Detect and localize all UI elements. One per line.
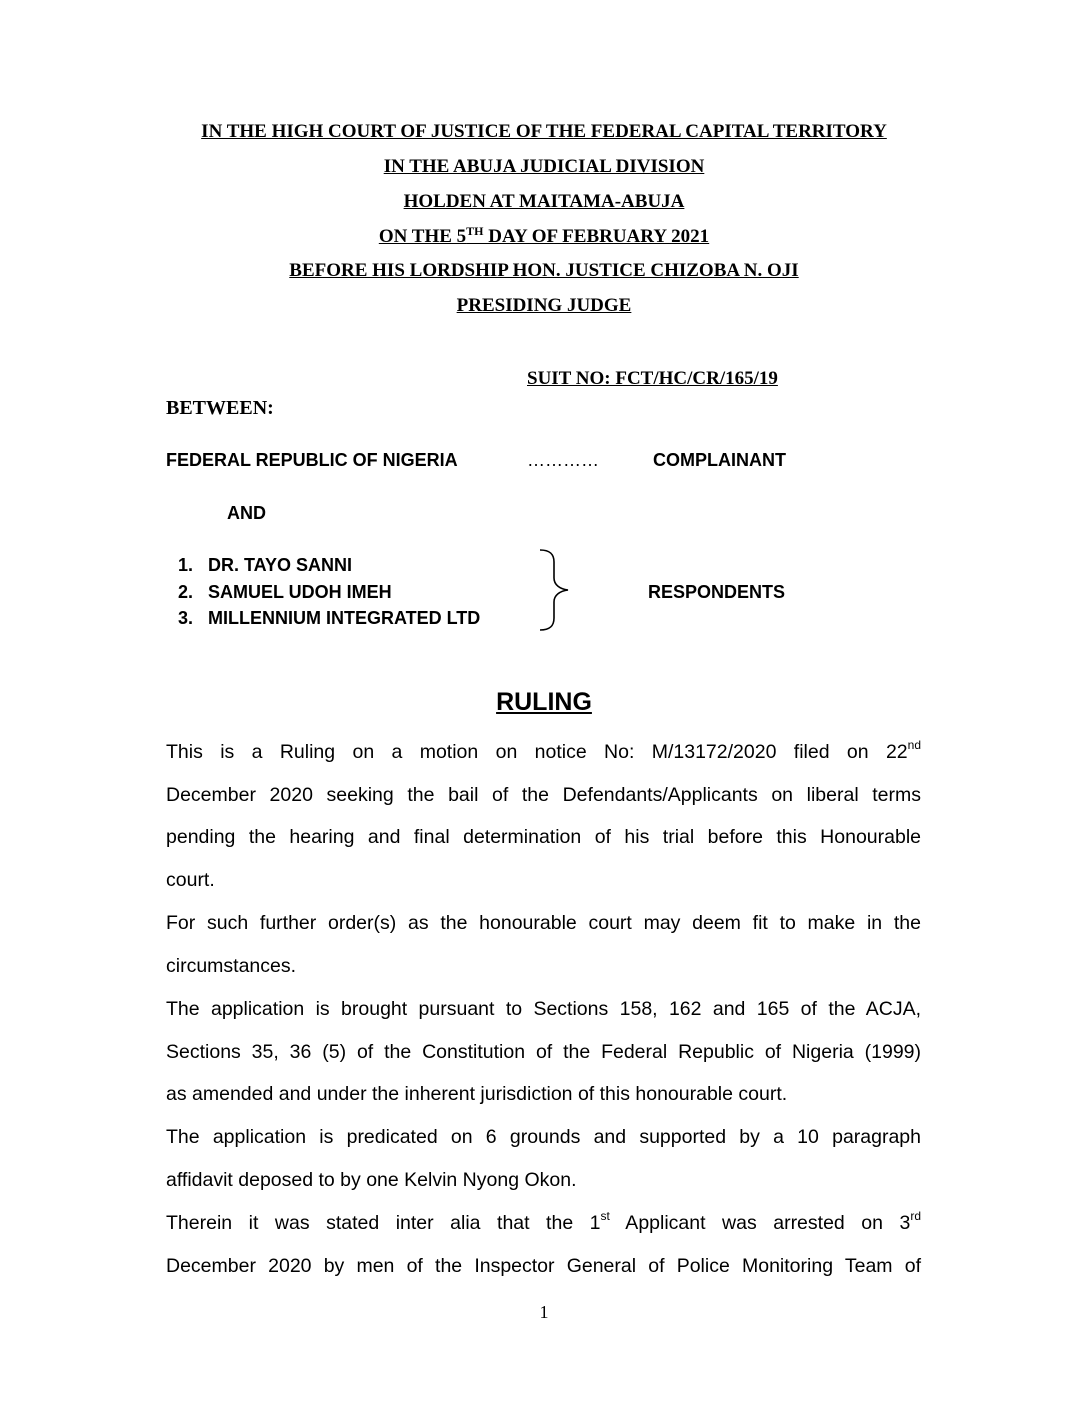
body-line: This is a Ruling on a motion on notice No: M/13172/2020 filed on 22nd xyxy=(166,738,921,763)
respondent-name: MILLENNIUM INTEGRATED LTD xyxy=(208,608,481,628)
body-line: affidavit deposed to by one Kelvin Nyong Okon. xyxy=(166,1169,577,1191)
respondent-number: 1. xyxy=(178,555,194,575)
suit-number: SUIT NO: FCT/HC/CR/165/19 xyxy=(527,368,778,389)
body-line: court. xyxy=(166,869,215,891)
body-line: as amended and under the inherent jurisdiction of this honourable court. xyxy=(166,1083,788,1105)
respondent-name: SAMUEL UDOH IMEH xyxy=(208,582,392,602)
body-line: The application is brought pursuant to Sections 158, 162 and 165 of the ACJA, xyxy=(166,998,921,1020)
right-brace-icon xyxy=(536,548,576,632)
judge-heading: BEFORE HIS LORDSHIP HON. JUSTICE CHIZOBA N. OJI xyxy=(289,260,799,281)
body-line: For such further order(s) as the honourable court may deem fit to make in the xyxy=(166,912,921,934)
and-label: AND xyxy=(227,503,266,523)
between-label: BETWEEN: xyxy=(166,397,274,419)
division-heading: IN THE ABUJA JUDICIAL DIVISION xyxy=(383,156,705,177)
page-number: 1 xyxy=(539,1302,549,1322)
body-line: Therein it was stated inter alia that the 1st Applicant was arrested on 3rd xyxy=(166,1209,921,1234)
respondent-number: 2. xyxy=(178,582,194,602)
holden-heading: HOLDEN AT MAITAMA-ABUJA xyxy=(403,191,685,212)
body-line: The application is predicated on 6 grounds and supported by a 10 paragraph xyxy=(166,1126,921,1148)
body-line: circumstances. xyxy=(166,955,297,977)
date-heading: ON THE 5TH DAY OF FEBRUARY 2021 xyxy=(378,224,710,247)
presiding-judge-heading: PRESIDING JUDGE xyxy=(456,295,632,316)
respondent-number: 3. xyxy=(178,608,194,628)
body-line: Sections 35, 36 (5) of the Constitution of the Federal Republic of Nigeria (1999) xyxy=(166,1041,921,1063)
complainant-role: COMPLAINANT xyxy=(653,450,786,470)
body-line: December 2020 seeking the bail of the Defendants/Applicants on liberal terms xyxy=(166,784,921,806)
body-line: December 2020 by men of the Inspector General of Police Monitoring Team of xyxy=(166,1255,921,1277)
body-line: pending the hearing and final determination of his trial before this Honourable xyxy=(166,826,921,848)
respondents-role: RESPONDENTS xyxy=(648,582,786,602)
ruling-title: RULING xyxy=(496,688,592,716)
complainant-dots: ………… xyxy=(527,450,599,470)
respondent-name: DR. TAYO SANNI xyxy=(208,555,353,575)
court-heading: IN THE HIGH COURT OF JUSTICE OF THE FEDERAL CAPITAL TERRITORY xyxy=(201,121,887,142)
complainant-name: FEDERAL REPUBLIC OF NIGERIA xyxy=(166,450,458,470)
